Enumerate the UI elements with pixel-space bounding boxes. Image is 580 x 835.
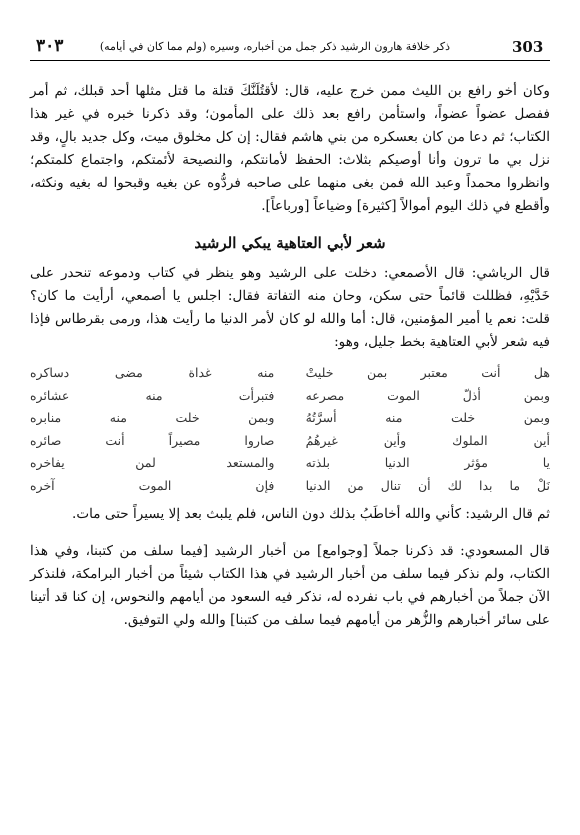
poem-verse [30, 362, 550, 385]
verse-first-hemistich: هل أنت معتبر بمن خليتْ [305, 365, 550, 380]
page-body [30, 80, 550, 632]
verse-second-hemistich: فتبرأت منه عشائره [30, 387, 275, 403]
verse-first-hemistich: يا مؤثر الدنيا بلذته [305, 455, 550, 470]
paragraph: وكان أخو رافع بن الليث ممن خرج عليه، قال: لأقتُلَنَّكَ قتلة ما قتل مثلها أحد قبلك، ثم أمر ففصل عضواً عضواً، واستأمن رافع بعد ذلك على المأمون؛ وقد ذكرنا خبره في غير هذا الكتاب؛ ثم دعا من كان بعسكره من بني هاشم فقال: إن كل مخلوق ميت، وكل جديد بالٍ، وقد نزل بي ما ترون وأنا أوصيكم بثلاث: الحفظ لأمانتكم، والنصيحة لأئمتكم، واجتماع كلمتكم؛ وانظروا محمداً وعبد الله فمن بغى منهما على صاحبه فردُّوه عن بغيه وقبحوا له بغيه ونكثه، وأقطع في ذلك اليوم أموالاً [كثيرة] وضياعاً [ورباعاً]. [30, 83, 550, 214]
section-heading: شعر لأبي العتاهية يبكي الرشيد [194, 234, 386, 252]
poem-verse [30, 430, 550, 453]
verse-first-hemistich: أين الملوك وأين غيرهُمُ [305, 432, 550, 448]
paragraph: ثم قال الرشيد: كأني والله أخاطَبُ بذلك دون الناس، فلم يلبث بعد إلا يسيراً حتى مات. [72, 506, 550, 522]
running-header [30, 34, 550, 61]
verse-second-hemistich: فإن الموت آخره [30, 477, 275, 493]
verse-second-hemistich: والمستعد لمن يفاخره [30, 455, 275, 470]
poem-verse [30, 385, 550, 408]
verse-first-hemistich: وبمن أذلّ الموت مصرعه [305, 387, 550, 403]
poem-verse [30, 475, 550, 498]
poem-verse [30, 452, 550, 475]
running-title: ذكر خلافة هارون الرشيد ذكر جمل من أخباره، وسيره (ولم مما كان في أيامه) [100, 40, 450, 53]
paragraph: قال المسعودي: قد ذكرنا جملاً [وجوامع] من أخبار الرشيد [فيما سلف من كتبنا، وفي هذا الكتاب، ولم نذكر فيما سلف من أخبار الرشيد في هذا الكتاب شيئاً من أخبار البرامكة، فلنذكر الآن جملاً من أخبارهم في باب نفرده له، نذكر فيه السعود من أيامهم والنحوس، إن كنا قد أتينا على سائر أخبارهم والزُّهر من أيامهم فيما سلف من كتبنا] والله ولي التوفيق. [30, 543, 550, 628]
verse-second-hemistich: صاروا مصيراً أنت صائره [30, 432, 275, 448]
poem [30, 362, 550, 497]
page-number-latin: 303 [512, 38, 544, 56]
paragraph: قال الرياشي: قال الأصمعي: دخلت على الرشيد وهو ينظر في كتاب ودموعه تنحدر على خَدَّيْهِ، فظللت قائماً حتى سكن، وحان منه التفاتة فقال: اجلس يا أصمعي، أرأيت ما كان؟ قلت: نعم يا أمير المؤمنين، قال: أما والله لو كان لأمر الدنيا ما رأيت هذا، ورمى بقرطاس فإذا فيه شعر لأبي العتاهية بخط جليل، وهو: [30, 265, 550, 350]
page-number-arabic: ٣٠٣ [36, 36, 64, 56]
verse-first-hemistich: نَلْ ما بدا لك أن تنال من الدنيا [305, 477, 550, 493]
verse-second-hemistich: منه غداة مضى دساكره [30, 365, 275, 380]
verse-second-hemistich: وبمن خلت منه منابره [30, 410, 275, 425]
poem-verse [30, 407, 550, 430]
verse-first-hemistich: وبمن خلت منه أسرَّتُهُ [305, 410, 550, 425]
